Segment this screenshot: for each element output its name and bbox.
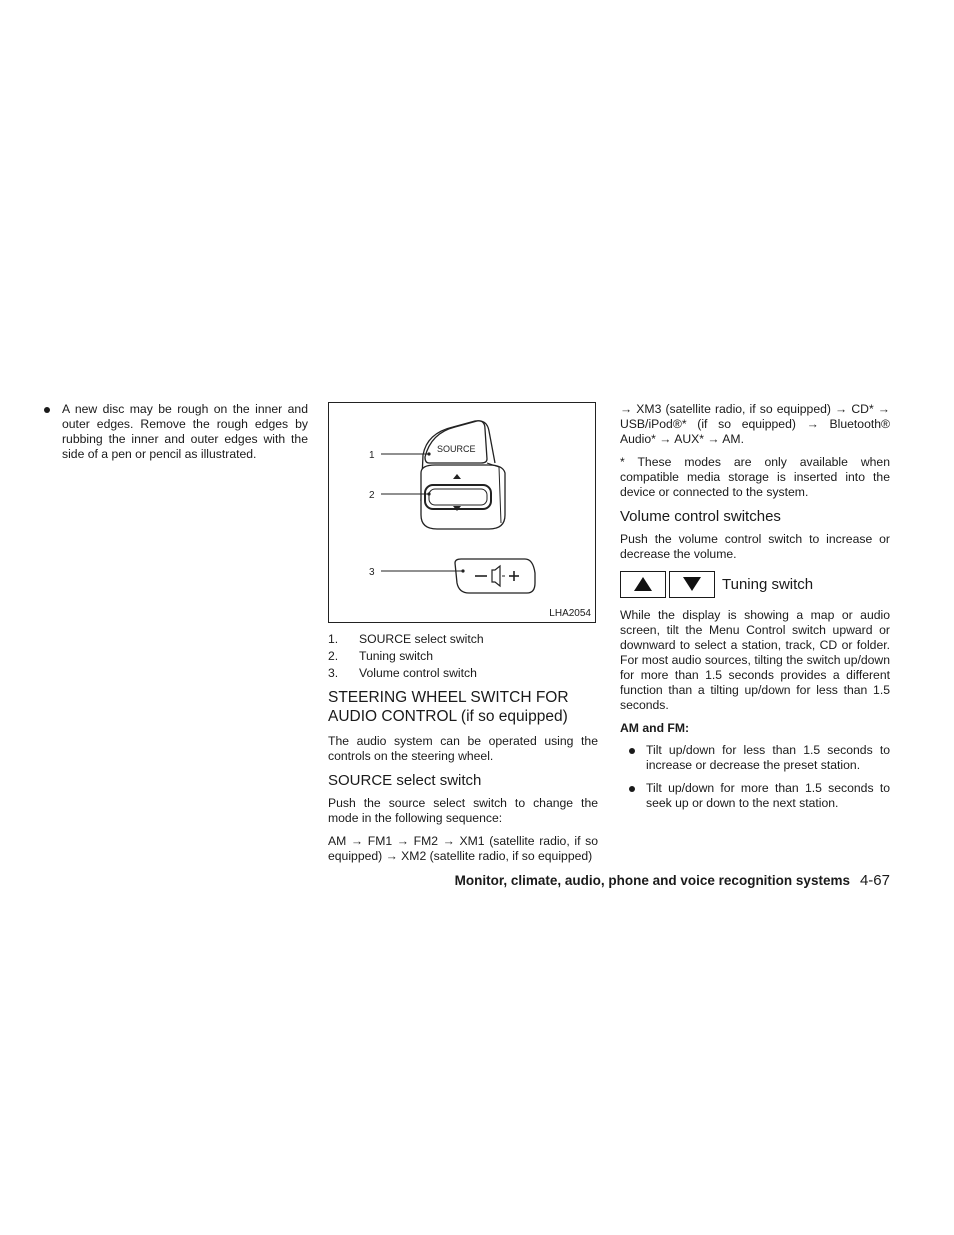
source-text: Push the source select switch to change the mode in the following sequence: xyxy=(328,796,598,825)
source-heading: SOURCE select switch xyxy=(328,772,482,789)
page-number: 4-67 xyxy=(859,872,890,889)
amfm-list xyxy=(620,743,890,811)
bullet-text: Tilt up/down for less than 1.5 seconds to increase or decrease the preset station. xyxy=(646,743,890,772)
footer-section-title: Monitor, climate, audio, phone and voice recognition systems xyxy=(454,873,850,888)
tuning-text: While the display is showing a map or audio screen, tilt the Menu Control switch upward or downward to select a station, track, CD or folder. For most audio sources, tilting the switch up/down for more than 1.5 seconds provides a different function than a tilting up/down for less than 1.5 seconds. xyxy=(620,608,890,712)
item-number: 3. xyxy=(328,666,339,680)
callout-3: 3 xyxy=(369,567,375,578)
modes-note: * These modes are only available when compatible media storage is inserted into the device or connected to the system. xyxy=(620,455,890,499)
list-item xyxy=(620,781,890,811)
down-arrow-box xyxy=(669,571,715,598)
list-item xyxy=(328,631,598,648)
section-title: STEERING WHEEL SWITCH FOR AUDIO CONTROL (if so equipped) xyxy=(328,689,569,725)
steering-switch-illustration xyxy=(328,402,596,623)
item-number: 2. xyxy=(328,649,339,663)
steering-switch-drawing xyxy=(329,403,597,624)
column-right xyxy=(620,402,890,819)
figure-code: LHA2054 xyxy=(549,608,591,619)
section-intro: The audio system can be operated using the controls on the steering wheel. xyxy=(328,734,598,763)
page-footer xyxy=(455,872,890,890)
list-item xyxy=(328,665,598,682)
column-left xyxy=(44,402,308,470)
bullet-text: Tilt up/down for more than 1.5 seconds to seek up or down to the next station. xyxy=(646,781,890,810)
amfm-label: AM and FM: xyxy=(620,721,690,735)
volume-heading: Volume control switches xyxy=(620,508,781,525)
volume-text: Push the volume control switch to increase or decrease the volume. xyxy=(620,532,890,561)
item-label: SOURCE select switch xyxy=(359,632,484,646)
up-arrow-box xyxy=(620,571,666,598)
up-arrow-icon xyxy=(633,576,653,592)
callout-2: 2 xyxy=(369,490,375,501)
list-item xyxy=(44,402,308,462)
list-item xyxy=(620,743,890,773)
item-label: Volume control switch xyxy=(359,666,477,680)
source-sequence: AM → FM1 → FM2 → XM1 (satellite radio, if so equipped) → XM2 (satellite radio, if so equipped) xyxy=(328,834,598,863)
source-button-label: SOURCE xyxy=(437,444,476,454)
tuning-heading-row xyxy=(620,570,890,598)
item-label: Tuning switch xyxy=(359,649,434,663)
bullet-icon xyxy=(629,748,635,754)
tuning-heading: Tuning switch xyxy=(722,575,814,593)
source-sequence-continued: → XM3 (satellite radio, if so equipped) → CD* → USB/iPod®* (if so equipped) → Bluetooth® Audio* → AUX* → AM. xyxy=(620,402,890,446)
list-item xyxy=(328,648,598,665)
bullet-text: A new disc may be rough on the inner and outer edges. Remove the rough edges by rubbing the inner and outer edges with the side of a pen or pencil as illustrated. xyxy=(62,402,308,461)
figure-legend xyxy=(328,631,598,682)
bullet-icon xyxy=(629,786,635,792)
down-arrow-icon xyxy=(682,576,702,592)
column-middle xyxy=(328,402,598,872)
callout-1: 1 xyxy=(369,450,375,461)
bullet-icon xyxy=(44,407,50,413)
item-number: 1. xyxy=(328,632,339,646)
